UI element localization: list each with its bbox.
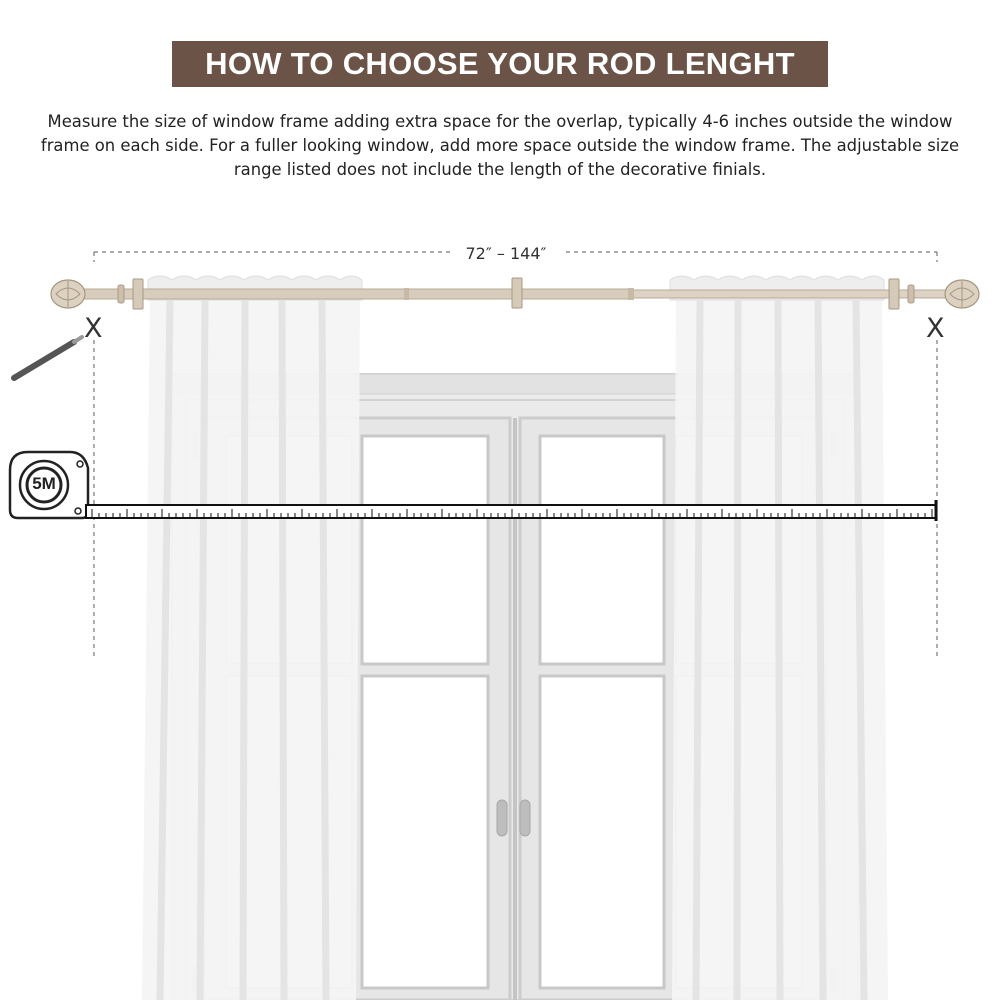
right-curtain (670, 276, 888, 1000)
left-ring (118, 285, 124, 303)
right-x-marker: X (926, 313, 945, 344)
right-glass-top-inner (540, 436, 664, 664)
page-title: HOW TO CHOOSE YOUR ROD LENGHT (205, 46, 795, 81)
right-ring (908, 285, 914, 303)
left-bracket (133, 279, 143, 309)
right-door-handle (520, 800, 530, 836)
left-glass-bottom-inner (362, 676, 488, 988)
left-glass-top-inner (362, 436, 488, 664)
center-bracket (512, 278, 522, 308)
right-finial (945, 280, 979, 308)
left-curtain (142, 276, 362, 1000)
rod-joint-right (628, 288, 634, 300)
rod-joint-left (404, 288, 409, 300)
tape-measure-label: 5M (32, 474, 56, 493)
right-bracket (889, 279, 899, 309)
right-glass-bottom-inner (540, 676, 664, 988)
instructions-text: Measure the size of window frame adding extra space for the overlap, typically 4-6 inches outside the window frame on each side. For a fuller looking window, add more space outside the window frame. The adjustable size range listed does not include the length of the decorative finials. (40, 112, 960, 179)
left-finial (51, 280, 85, 308)
left-door-handle (497, 800, 507, 836)
pencil-icon (14, 337, 82, 378)
rod-outer-tube (80, 289, 632, 299)
left-x-marker: X (84, 313, 103, 344)
rod-range-label: 72″ – 144″ (450, 244, 562, 264)
rod-inner-tube (632, 290, 950, 298)
